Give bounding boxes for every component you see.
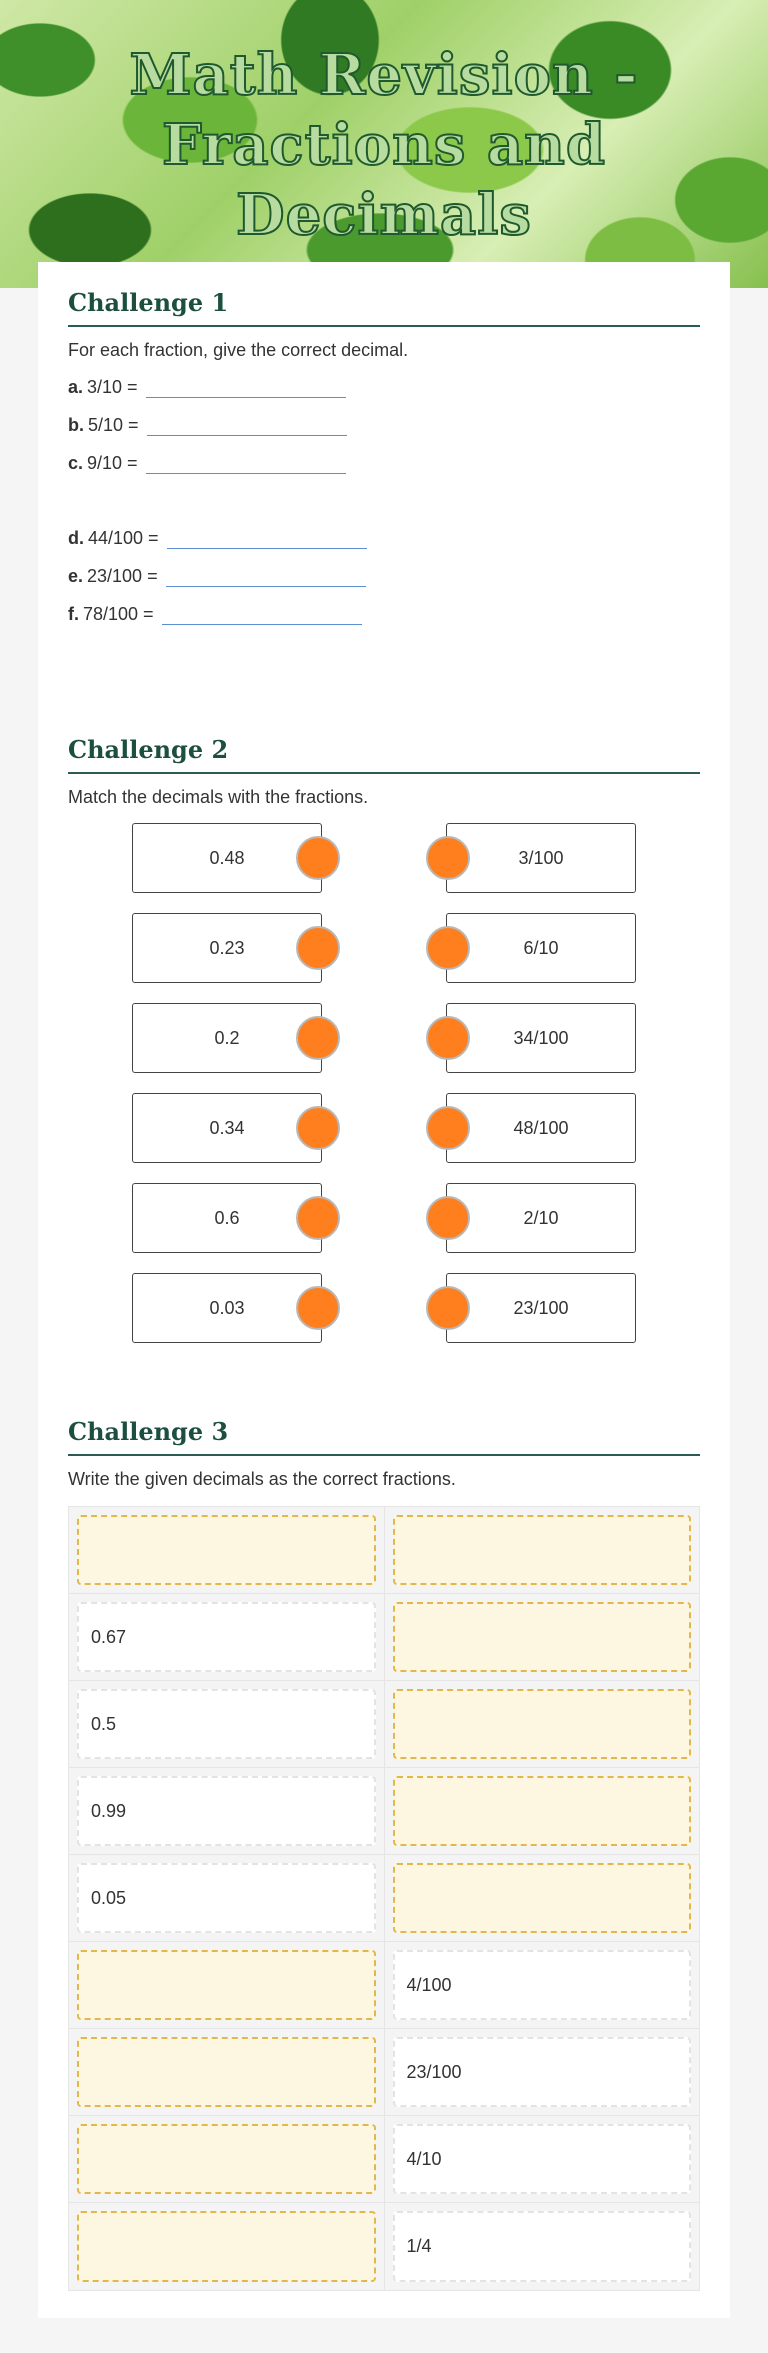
drag-item[interactable]: 4/10 — [393, 2124, 692, 2194]
match-left-connector[interactable] — [296, 1196, 340, 1240]
grid-row — [69, 2203, 699, 2290]
drop-zone[interactable] — [393, 1515, 692, 1585]
match-left-item[interactable]: 0.34 — [132, 1093, 322, 1163]
match-left-item[interactable]: 0.23 — [132, 913, 322, 983]
challenge-1-heading: Challenge 1 — [68, 288, 700, 327]
drop-zone[interactable] — [393, 1863, 692, 1933]
question-text: 23/100 = — [87, 566, 158, 586]
title-line-1: Math Revision - — [129, 42, 639, 108]
answer-input-c[interactable] — [146, 452, 346, 474]
match-left-item[interactable]: 0.6 — [132, 1183, 322, 1253]
question-a — [68, 376, 346, 398]
drag-item[interactable]: 23/100 — [393, 2037, 692, 2107]
grid-row — [69, 1768, 699, 1855]
question-text: 9/10 = — [87, 453, 138, 473]
drop-zone[interactable] — [393, 1776, 692, 1846]
question-d — [68, 527, 367, 549]
match-right-connector[interactable] — [426, 836, 470, 880]
grid-row — [69, 1681, 699, 1768]
match-left-connector[interactable] — [296, 1106, 340, 1150]
drag-item[interactable]: 0.99 — [77, 1776, 376, 1846]
drag-item[interactable]: 0.67 — [77, 1602, 376, 1672]
drag-item[interactable]: 0.5 — [77, 1689, 376, 1759]
match-right-item[interactable]: 48/100 — [446, 1093, 636, 1163]
worksheet-card — [38, 262, 730, 2318]
match-left-connector[interactable] — [296, 836, 340, 880]
match-right-connector[interactable] — [426, 1106, 470, 1150]
match-right-connector[interactable] — [426, 1196, 470, 1240]
challenge-1-instruction: For each fraction, give the correct decimal. — [68, 340, 409, 360]
title-line-3: Decimals — [236, 182, 532, 248]
match-right-connector[interactable] — [426, 926, 470, 970]
question-letter: a. — [68, 377, 84, 397]
match-left-item[interactable]: 0.2 — [132, 1003, 322, 1073]
drop-zone[interactable] — [77, 2124, 376, 2194]
question-e — [68, 565, 366, 587]
match-left-connector[interactable] — [296, 1016, 340, 1060]
drop-zone[interactable] — [77, 2037, 376, 2107]
match-right-item[interactable]: 2/10 — [446, 1183, 636, 1253]
question-letter: e. — [68, 566, 84, 586]
challenge-3-instruction: Write the given decimals as the correct fractions. — [68, 1469, 456, 1489]
match-right-item[interactable]: 23/100 — [446, 1273, 636, 1343]
question-c — [68, 452, 346, 474]
drop-zone[interactable] — [77, 1515, 376, 1585]
challenge-2-instruction: Match the decimals with the fractions. — [68, 787, 369, 807]
question-letter: d. — [68, 528, 84, 548]
drag-item[interactable]: 4/100 — [393, 1950, 692, 2020]
challenge-2-heading: Challenge 2 — [68, 735, 700, 774]
grid-row — [69, 1855, 699, 1942]
match-left-connector[interactable] — [296, 926, 340, 970]
drag-item[interactable]: 1/4 — [393, 2211, 692, 2282]
question-letter: f. — [68, 604, 79, 624]
drag-item[interactable]: 0.05 — [77, 1863, 376, 1933]
match-right-item[interactable]: 34/100 — [446, 1003, 636, 1073]
answer-input-d[interactable] — [167, 527, 367, 549]
match-left-item[interactable]: 0.48 — [132, 823, 322, 893]
question-text: 3/10 = — [87, 377, 138, 397]
grid-row — [69, 2029, 699, 2116]
challenge-3-heading: Challenge 3 — [68, 1417, 700, 1456]
question-text: 5/10 = — [88, 415, 139, 435]
match-right-item[interactable]: 3/100 — [446, 823, 636, 893]
answer-input-f[interactable] — [162, 603, 362, 625]
grid-row — [69, 2116, 699, 2203]
match-left-item[interactable]: 0.03 — [132, 1273, 322, 1343]
question-f — [68, 603, 362, 625]
page-title — [0, 40, 768, 250]
drop-zone[interactable] — [77, 1950, 376, 2020]
drop-zone[interactable] — [77, 2211, 376, 2282]
answer-input-b[interactable] — [147, 414, 347, 436]
answer-input-a[interactable] — [146, 376, 346, 398]
question-text: 78/100 = — [83, 604, 154, 624]
header-banner — [0, 0, 768, 288]
question-text: 44/100 = — [88, 528, 159, 548]
grid-row — [69, 1942, 699, 2029]
match-left-connector[interactable] — [296, 1286, 340, 1330]
match-right-connector[interactable] — [426, 1286, 470, 1330]
question-letter: c. — [68, 453, 84, 473]
grid-row — [69, 1507, 699, 1594]
match-right-connector[interactable] — [426, 1016, 470, 1060]
drag-drop-grid — [68, 1506, 700, 2291]
grid-row — [69, 1594, 699, 1681]
drop-zone[interactable] — [393, 1689, 692, 1759]
title-line-2: Fractions and — [161, 112, 607, 178]
question-letter: b. — [68, 415, 84, 435]
drop-zone[interactable] — [393, 1602, 692, 1672]
match-right-item[interactable]: 6/10 — [446, 913, 636, 983]
question-b — [68, 414, 347, 436]
answer-input-e[interactable] — [166, 565, 366, 587]
